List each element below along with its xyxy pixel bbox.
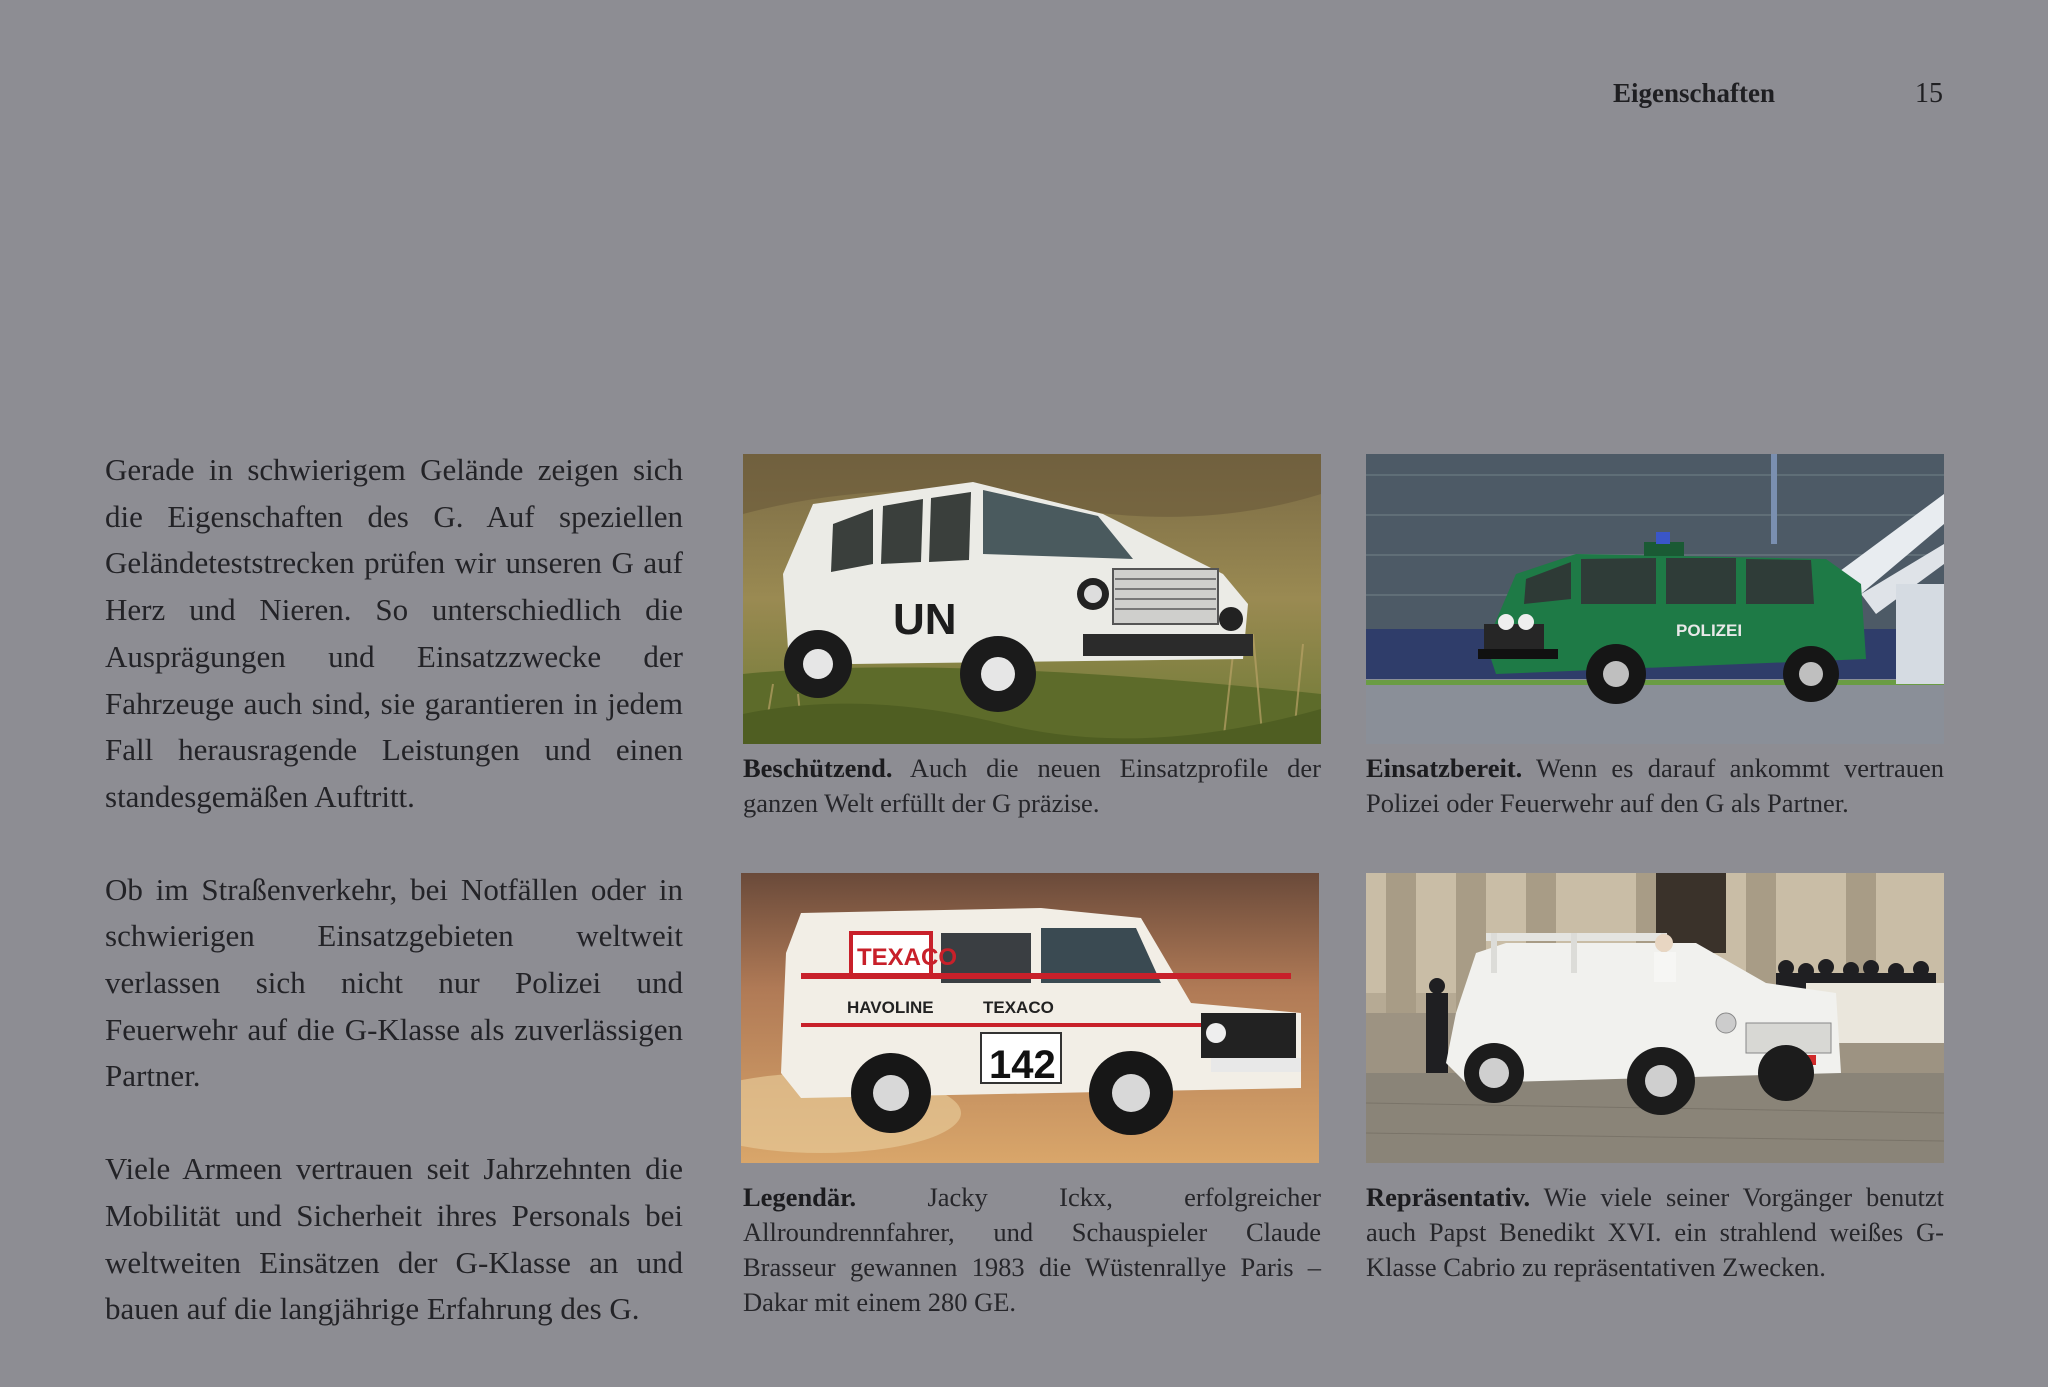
caption-lead: Beschützend. — [743, 753, 893, 783]
caption-ready — [1366, 751, 1944, 821]
page-header — [0, 78, 2048, 118]
photo-un-vehicle — [743, 454, 1321, 744]
body-paragraph: Gerade in schwierigem Gelände zeigen sich die Eigenschaften des G. Auf speziellen Geländeteststrecken prüfen wir unseren G auf Herz und Nieren. So unterschiedlich die Ausprägungen und Einsatzzwecke der Fahrzeuge auch sind, sie garantieren in jedem Fall herausragende Leistungen und einen standesgemäßen Auftritt. — [105, 452, 683, 814]
body-paragraph: Viele Armeen vertrauen seit Jahrzehnten die Mobilität und Sicherheit ihres Personals bei weltweiten Einsätzen der G-Klasse an und bauen auf die langjährige Erfahrung des G. — [105, 1151, 683, 1327]
havoline-lettering: HAVOLINE — [847, 998, 934, 1017]
texaco-side-lettering: TEXACO — [983, 998, 1054, 1017]
caption-text: Wenn es darauf ankommt vertrauen Polizei oder Feuerwehr auf den G als Partner. — [1366, 753, 1944, 818]
caption-representative — [1366, 1180, 1944, 1285]
race-number: 142 — [989, 1043, 1056, 1087]
photo-papal-cabrio — [1366, 873, 1944, 1163]
caption-legendary — [743, 1180, 1321, 1320]
caption-lead: Einsatzbereit. — [1366, 753, 1523, 783]
section-title: Eigenschaften — [1613, 78, 1775, 108]
caption-lead: Repräsentativ. — [1366, 1182, 1531, 1212]
caption-text: Jacky Ickx, erfolgreicher Allroundrennfahrer, und Schauspieler Claude Brasseur gewannen 1983 die Wüstenrallye Paris – Dakar mit einem 280 GE. — [743, 1182, 1321, 1317]
caption-lead: Legendär. — [743, 1182, 857, 1212]
body-text-column — [105, 447, 683, 1333]
caption-text: Wie viele seiner Vorgänger benutzt auch Papst Benedikt XVI. ein strahlend weißes G-Klasse Cabrio zu repräsentativen Zwecken. — [1366, 1182, 1944, 1282]
caption-protective — [743, 751, 1321, 821]
texaco-logo-text: TEXACO — [857, 944, 958, 971]
un-lettering: UN — [893, 595, 957, 644]
body-paragraph: Ob im Straßenverkehr, bei Notfällen oder in schwierigen Einsatzgebieten weltweit verlassen sich nicht nur Polizei und Feuerwehr auf die G-Klasse als zuverlässigen Partner. — [105, 871, 683, 1094]
caption-text: Auch die neuen Einsatzprofile der ganzen Welt erfüllt der G präzise. — [743, 753, 1321, 818]
photo-rally-vehicle — [741, 873, 1319, 1163]
photo-police-vehicle — [1366, 454, 1944, 744]
polizei-lettering: POLIZEI — [1676, 621, 1743, 640]
page-number: 15 — [1915, 78, 1943, 109]
